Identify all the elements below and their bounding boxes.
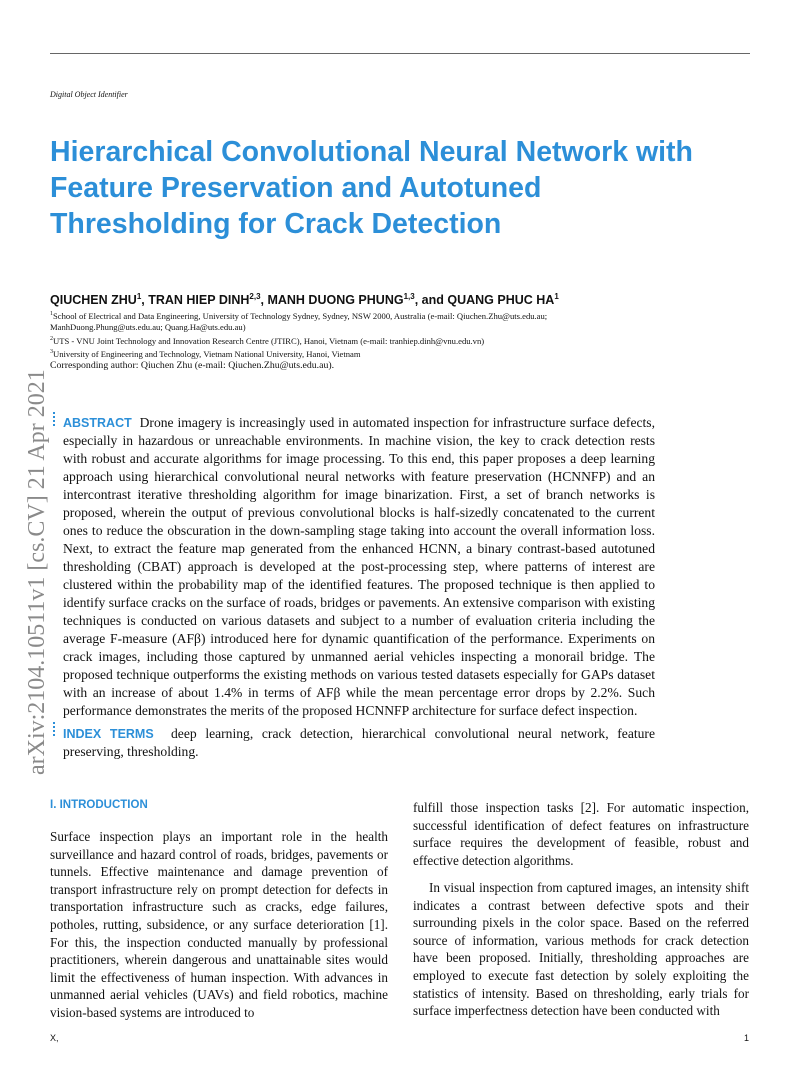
author-sup: 2,3 <box>249 292 261 301</box>
index-marker <box>53 722 57 736</box>
author-line: QIUCHEN ZHU$^1$, TRAN HIEP DINH$^{2,3}$, MANH DUONG PHUNG$^{1,3}$, and QUANG PHUC $HA^1$ <box>50 292 559 308</box>
author-sup: 1,3 <box>403 292 415 301</box>
page-number: 1 <box>744 1033 750 1043</box>
author-sup: 1 <box>554 292 559 301</box>
index-terms <box>63 725 655 761</box>
paper-title: Hierarchical Convolutional Neural Network with Feature Preservation and Autotuned Thresholding for Crack Detection <box>50 136 693 240</box>
header-rule <box>50 53 750 54</box>
affiliations <box>50 309 640 361</box>
abstract-text: Drone imagery is increasingly used in automated inspection for infrastructure surface defects, especially in hazardous or unreachable environments. In machine vision, the key to crack detection rests with robust and accurate algorithms for image processing. To this end, this paper proposes a deep learning approach using hierarchical convolutional neural networks with feature preservation (HCNNFP) and an intercontrast iterative thresholding algorithm for image binarization. First, a set of branch networks is proposed, wherein the output of previous convolutional blocks is half-sizedly concatenated to the current ones to reduce the obscuration in the down-sampling stage taking into account the overall information loss. Next, to extract the feature map generated from the enhanced HCNN, a binary contrast-based autotuned thresholding (CBAT) approach is developed at the post-processing step, where patterns of interest are clustered within the probability map of the identified features. The proposed technique is then applied to identify surface cracks on the surface of roads, bridges or pavements. An extensive comparison with existing techniques is conducted on various datasets and subject to a number of evaluation criteria including the average F-measure (AFβ) introduced here for dynamic quantification of the performance. Experiments on crack images, including those captured by unmanned aerial vehicles inspecting a monorail bridge. The proposed technique outperforms the existing methods on various tested datasets especially for GAPs dataset with an increase of about 1.4% in terms of AFβ while the mean percentage error drops by 2.2%. Such performance demonstrates the merits of the proposed HCNNFP architecture for surface defect inspection. <box>63 415 655 718</box>
author-name: QIUCHEN ZHU <box>50 293 137 308</box>
corresponding-author: Corresponding author: Qiuchen Zhu (e-mail: Qiuchen.Zhu@uts.edu.au). <box>50 360 335 371</box>
affiliation: $^3$University of Engineering and Technology, Vietnam National University, Hanoi, Vietnam <box>50 349 361 360</box>
intro-paragraph: Surface inspection plays an important role in the health surveillance and hazard control of roads, bridges, pavements or tunnels. Effective maintenance and damage prevention of transport infrastructure rely on prompt detection for defects in transportation infrastructure such as cracks, edge failures, potholes, rutting, subsidence, or any surface deterioration [1]. For this, the inspection conducted manually by professional practitioners, wherein dangerous and unattainable sites would limit the effectiveness of human inspection. With advances in unmanned aerial vehicles (UAVs) and field robotics, machine vision-based systems are introduced to <box>50 829 388 1020</box>
footer-left: X, <box>50 1033 59 1043</box>
abstract <box>63 414 655 720</box>
intro-paragraph-2: In visual inspection from captured images, an intensity shift indicates a contrast between defective spots and their surrounding pixels in the color space. Based on the referred source of information, various methods for crack detection have been proposed. Initially, thresholding approaches are employed to execute fast detection by solely exploiting the statistics of intensity. Based on thresholding, early trials for surface imperfectness detection have been conducted with <box>413 880 749 1019</box>
author-name: TRAN HIEP DINH <box>148 293 250 308</box>
author-name: MANH DUONG PHUNG <box>267 293 404 308</box>
author-name: and QUANG PHUC HA <box>421 293 555 308</box>
index-terms-text: deep learning, crack detection, hierarchical convolutional neural network, feature preserving, thresholding. <box>63 726 655 759</box>
author-sup: 1 <box>136 292 142 301</box>
abstract-marker <box>53 412 57 426</box>
intro-paragraph-cont: fulfill those inspection tasks [2]. For automatic inspection, successful identification of defect features on infrastructure surface requires the development of feasible, robust and effective detection algorithms. <box>413 800 749 868</box>
section-heading: I. INTRODUCTION <box>50 799 148 811</box>
doi-label: Digital Object Identifier <box>50 90 128 99</box>
arxiv-stamp: arXiv:2104.10511v1 [cs.CV] 21 Apr 2021 <box>24 369 50 775</box>
abstract-label: ABSTRACT <box>63 416 132 430</box>
affiliation: $^1$School of Electrical and Data Engineering, University of Technology Sydney, Sydney, NSW 2000, Australia (e-mail: Qiuchen.Zhu@uts.edu.au; ManhDuong.Phung@uts.edu.au; Quang.Ha@uts.edu.au) <box>50 310 548 333</box>
affiliation: $^2$UTS - VNU Joint Technology and Innovation Research Centre (JTIRC), Hanoi, Vietnam (e-mail: tranhiep.dinh@vnu.edu.vn) <box>50 335 485 346</box>
index-terms-label: INDEX TERMS <box>63 727 154 741</box>
